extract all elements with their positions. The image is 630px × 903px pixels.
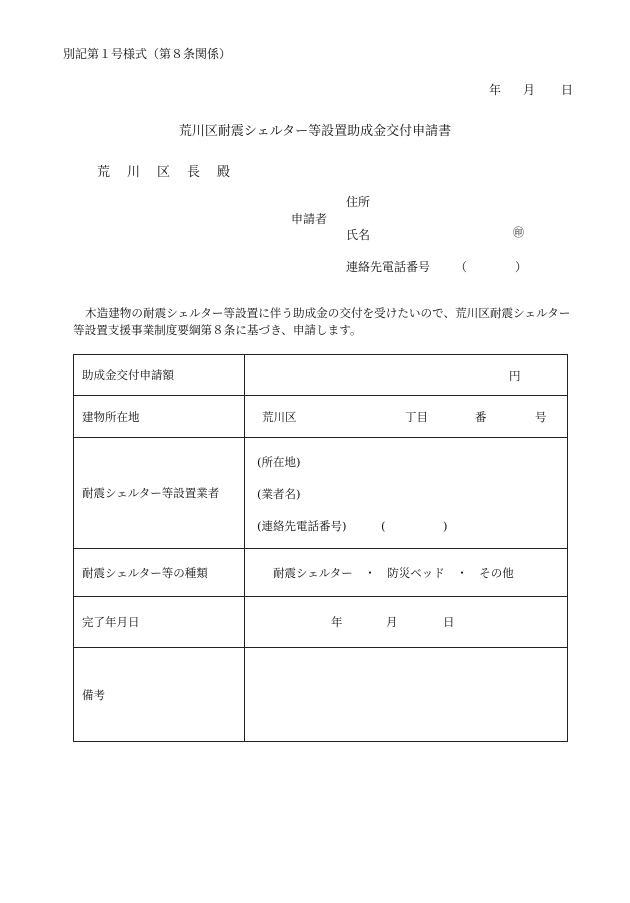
date-day: 日 (561, 83, 574, 97)
seal-icon: ㊞ (513, 226, 524, 239)
amount-unit: 円 (509, 369, 521, 383)
amount-cell (245, 355, 568, 396)
date-year: 年 (489, 83, 502, 97)
addressee-char: 川 (127, 165, 141, 180)
installer-label: 耐震シェルター等設置業者 (74, 438, 245, 549)
location-ward: 荒川区 (262, 410, 297, 424)
date-month: 月 (523, 83, 536, 97)
installer-tel: (連絡先電話番号) (257, 519, 347, 533)
type-cell (245, 549, 568, 597)
completion-year: 年 (331, 615, 343, 629)
body-text: 木造建物の耐震シェルター等設置に伴う助成金の交付を受けたいので、荒川区耐震シェルター等設置支援事業制度要綱第８条に基づき、申請します。 (73, 306, 571, 337)
installer-cell (245, 438, 568, 549)
completion-month: 月 (386, 615, 398, 629)
completion-label: 完了年月日 (74, 597, 245, 648)
table-row (74, 355, 568, 396)
installer-tel-field: ( ) (381, 519, 448, 533)
remarks-label: 備考 (74, 648, 245, 742)
table-row (74, 648, 568, 742)
table-row (74, 597, 568, 648)
installer-company: (業者名) (257, 487, 301, 501)
location-cell (245, 396, 568, 438)
applicant-address-label: 住所 (346, 195, 371, 209)
page-title: 荒川区耐震シェルター等設置助成金交付申請書 (178, 124, 452, 139)
remarks-cell (245, 648, 568, 742)
applicant-tel-field: （ ） (455, 260, 528, 274)
date-top (489, 81, 573, 98)
type-label: 耐震シェルター等の種類 (74, 549, 245, 597)
type-options: 耐震シェルター ・ 防災ベッド ・ その他 (273, 566, 514, 580)
installer-address: (所在地) (257, 455, 301, 469)
applicant-tel-label: 連絡先電話番号 (346, 260, 431, 274)
form-number: 別記第１号様式（第８条関係） (63, 47, 232, 61)
addressee (97, 161, 247, 180)
application-table (73, 354, 568, 742)
location-chome: 丁目 (405, 410, 428, 424)
completion-cell (245, 597, 568, 648)
amount-label: 助成金交付申請額 (74, 355, 245, 396)
addressee-char: 長 (187, 165, 201, 180)
completion-day: 日 (443, 615, 455, 629)
table-row (74, 396, 568, 438)
location-go: 号 (535, 410, 547, 424)
applicant-name-label: 氏名 (346, 228, 371, 242)
table-row (74, 549, 568, 597)
location-ban: 番 (475, 410, 487, 424)
applicant-label: 申請者 (291, 212, 328, 226)
addressee-char: 区 (157, 165, 171, 180)
addressee-char: 殿 (217, 165, 231, 180)
location-label: 建物所在地 (74, 396, 245, 438)
table-row (74, 438, 568, 549)
addressee-char: 荒 (97, 165, 111, 180)
